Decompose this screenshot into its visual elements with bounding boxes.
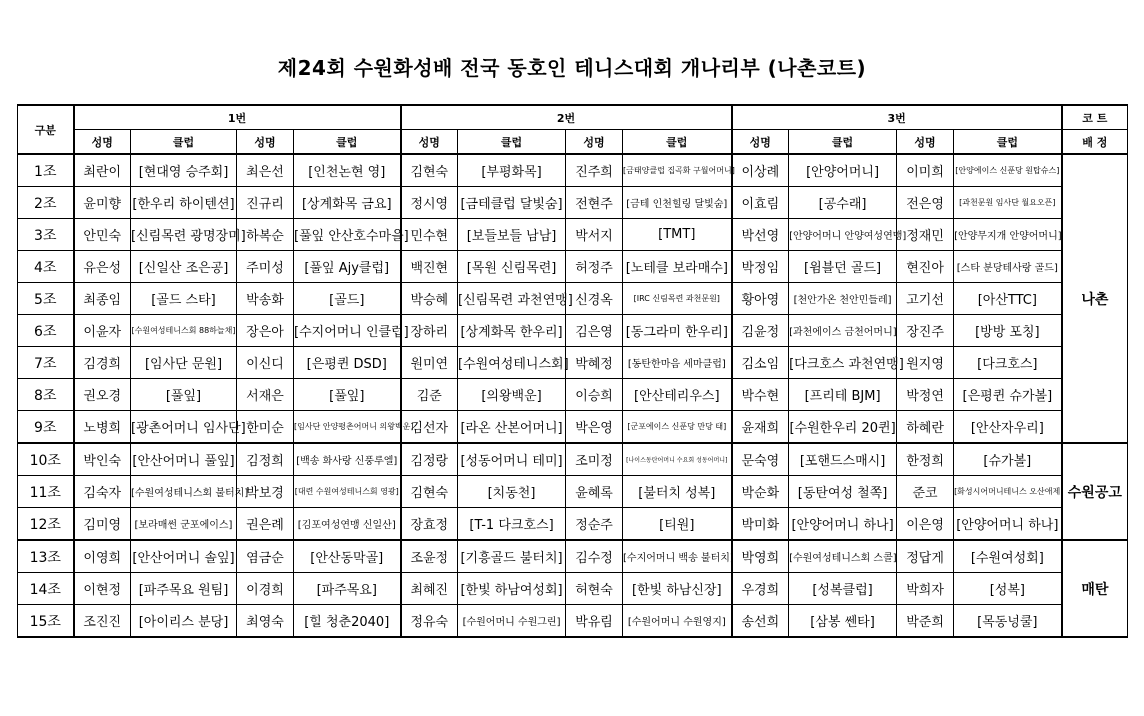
player-name: 최은선 [237, 154, 294, 187]
player-club: [성복클럽] [789, 573, 897, 605]
player-name: 박보경 [237, 476, 294, 508]
player-name: 박송화 [237, 283, 294, 315]
group-row [18, 540, 1128, 573]
group-number: 11조 [18, 476, 74, 508]
player-club: [공수래] [789, 187, 897, 219]
player-club: [수원여성테니스회] [458, 347, 566, 379]
player-name: 원미연 [401, 347, 458, 379]
player-club: [방방 포칭] [954, 315, 1062, 347]
player-name: 장효정 [401, 508, 458, 541]
player-club: [안산동막골] [294, 540, 401, 573]
name-column-header: 성명 [897, 130, 954, 155]
player-name: 박정임 [732, 251, 789, 283]
club-column-header: 클럽 [131, 130, 237, 155]
player-name: 김은영 [566, 315, 623, 347]
player-club: [TMT] [623, 219, 732, 251]
player-club: [안양어머니 하나] [789, 508, 897, 541]
player-club: [보들보들 남남] [458, 219, 566, 251]
player-club: [수원여성테니스회 불터치] [131, 476, 237, 508]
player-club: [힐 청춘2040] [294, 605, 401, 638]
player-name: 한정희 [897, 443, 954, 476]
group-number: 1조 [18, 154, 74, 187]
player-club: [파주목요] [294, 573, 401, 605]
player-club: [과천문원 임사단 월요오픈] [954, 187, 1062, 219]
group-row [18, 154, 1128, 187]
header-row-top [18, 105, 1128, 130]
player-club: [현대영 승주회] [131, 154, 237, 187]
player-name: 윤혜록 [566, 476, 623, 508]
player-club: [안산어머니 풀잎] [131, 443, 237, 476]
player-name: 우경희 [732, 573, 789, 605]
player-club: [풀잎] [294, 379, 401, 411]
player-name: 최영숙 [237, 605, 294, 638]
player-name: 김준 [401, 379, 458, 411]
group-row [18, 411, 1128, 444]
player-club: [수원어머니 수원그린] [458, 605, 566, 638]
group-number: 9조 [18, 411, 74, 444]
player-name: 진주희 [566, 154, 623, 187]
player-club: [아이리스 분당] [131, 605, 237, 638]
player-club: [안양무지개 안양어머니] [954, 219, 1062, 251]
player-name: 장은아 [237, 315, 294, 347]
player-club: [수지어머니 백송 불터치] [623, 540, 732, 573]
player-name: 민수현 [401, 219, 458, 251]
player-name: 이영희 [74, 540, 131, 573]
player-name: 이효림 [732, 187, 789, 219]
player-name: 김소임 [732, 347, 789, 379]
player-club: [수원여성회] [954, 540, 1062, 573]
player-name: 문숙영 [732, 443, 789, 476]
player-name: 노병희 [74, 411, 131, 444]
player-name: 최란이 [74, 154, 131, 187]
player-club: [은평퀸 슈가볼] [954, 379, 1062, 411]
group-number: 3조 [18, 219, 74, 251]
player-name: 박선영 [732, 219, 789, 251]
player-club: [의왕백운] [458, 379, 566, 411]
player-club: [다크호스] [954, 347, 1062, 379]
player-club: [수원한우리 20퀸] [789, 411, 897, 444]
group-row [18, 379, 1128, 411]
player-club: [삼봉 쎈타] [789, 605, 897, 638]
player-name: 정시영 [401, 187, 458, 219]
name-column-header: 성명 [237, 130, 294, 155]
club-column-header: 클럽 [458, 130, 566, 155]
player-name: 전현주 [566, 187, 623, 219]
player-club: [동그라미 한우리] [623, 315, 732, 347]
group-row [18, 347, 1128, 379]
player-club: [동탄한마음 세마클럽] [623, 347, 732, 379]
player-club: [한빛 하남여성회] [458, 573, 566, 605]
player-name: 윤재희 [732, 411, 789, 444]
club-column-header: 클럽 [954, 130, 1062, 155]
player-club: [부평화목] [458, 154, 566, 187]
header-row-sub [18, 130, 1128, 155]
player-name: 허현숙 [566, 573, 623, 605]
player-name: 전은영 [897, 187, 954, 219]
player-name: 박수현 [732, 379, 789, 411]
player-club: [인천논현 영] [294, 154, 401, 187]
player-club: [파주목요 원팀] [131, 573, 237, 605]
player-club: [신림목련 과천연맹] [458, 283, 566, 315]
player-club: [치동천] [458, 476, 566, 508]
player-club: [백송 화사랑 신풍루엘] [294, 443, 401, 476]
player-name: 하복순 [237, 219, 294, 251]
player-club: [포핸드스매시] [789, 443, 897, 476]
player-club: [안양어머니 하나] [954, 508, 1062, 541]
name-column-header: 성명 [401, 130, 458, 155]
court-assignment: 수원공고 [1062, 443, 1128, 540]
group-number: 15조 [18, 605, 74, 638]
player-name: 김숙자 [74, 476, 131, 508]
player-name: 조윤정 [401, 540, 458, 573]
player-club: [풀잎 Ajy클럽] [294, 251, 401, 283]
group-header: 구분 [18, 105, 74, 154]
group-row [18, 443, 1128, 476]
player-name: 현진아 [897, 251, 954, 283]
player-name: 장진주 [897, 315, 954, 347]
player-name: 준코 [897, 476, 954, 508]
player-name: 김윤정 [732, 315, 789, 347]
player-name: 이상례 [732, 154, 789, 187]
player-club: [골드] [294, 283, 401, 315]
player-name: 정유숙 [401, 605, 458, 638]
player-name: 한미순 [237, 411, 294, 444]
player-name: 박유림 [566, 605, 623, 638]
player-name: 이승희 [566, 379, 623, 411]
player-name: 황아영 [732, 283, 789, 315]
player-club: [수원여성테니스회 스콜] [789, 540, 897, 573]
group-row [18, 573, 1128, 605]
player-name: 김미영 [74, 508, 131, 541]
slot-header-2: 2번 [401, 105, 732, 130]
player-name: 이윤자 [74, 315, 131, 347]
player-club: [광촌어머니 임사단] [131, 411, 237, 444]
player-name: 정답게 [897, 540, 954, 573]
player-club: [한우리 하이텐션] [131, 187, 237, 219]
player-name: 주미성 [237, 251, 294, 283]
player-name: 박인숙 [74, 443, 131, 476]
player-name: 김수정 [566, 540, 623, 573]
player-name: 박영희 [732, 540, 789, 573]
club-column-header: 클럽 [294, 130, 401, 155]
player-name: 박미화 [732, 508, 789, 541]
group-number: 10조 [18, 443, 74, 476]
player-club: [과천에이스 금천어머니] [789, 315, 897, 347]
club-column-header: 클럽 [623, 130, 732, 155]
player-club: [T-1 다크호스] [458, 508, 566, 541]
player-club: [풀잎] [131, 379, 237, 411]
group-number: 4조 [18, 251, 74, 283]
player-club: [풀잎 안산호수마을] [294, 219, 401, 251]
player-name: 박준희 [897, 605, 954, 638]
group-number: 5조 [18, 283, 74, 315]
player-club: [대련 수원여성테니스회 영광] [294, 476, 401, 508]
player-name: 정순주 [566, 508, 623, 541]
player-club: [천안가온 천안민들레] [789, 283, 897, 315]
player-club: [성복] [954, 573, 1062, 605]
player-club: [불터치 성복] [623, 476, 732, 508]
player-club: [목동넝쿨] [954, 605, 1062, 638]
player-name: 윤미향 [74, 187, 131, 219]
player-club: [금테클럽 달빛숨] [458, 187, 566, 219]
player-name: 정재민 [897, 219, 954, 251]
player-name: 권오경 [74, 379, 131, 411]
group-row [18, 283, 1128, 315]
draw-table [17, 104, 1128, 638]
player-name: 김정랑 [401, 443, 458, 476]
player-club: [슈가볼] [954, 443, 1062, 476]
player-club: [안산테리우스] [623, 379, 732, 411]
player-club: [금태양클럽 집곡화 구월어머니] [623, 154, 732, 187]
player-club: [나이스동탄어머니 수요회 성동어머니] [623, 443, 732, 476]
player-club: [수원어머니 수원영지] [623, 605, 732, 638]
player-club: [윔블던 골드] [789, 251, 897, 283]
player-name: 서재은 [237, 379, 294, 411]
player-club: [목원 신림목련] [458, 251, 566, 283]
group-row [18, 605, 1128, 638]
player-name: 이경희 [237, 573, 294, 605]
player-name: 박희자 [897, 573, 954, 605]
player-club: [상계화목 한우리] [458, 315, 566, 347]
player-name: 박정연 [897, 379, 954, 411]
player-club: [임사단 안양평촌어머니 의왕백운] [294, 411, 401, 444]
player-club: [안양어머니 안양여성연맹] [789, 219, 897, 251]
player-name: 진규리 [237, 187, 294, 219]
group-number: 2조 [18, 187, 74, 219]
group-number: 6조 [18, 315, 74, 347]
player-name: 박서지 [566, 219, 623, 251]
slot-header-1: 1번 [74, 105, 401, 130]
court-header-bottom: 배 정 [1062, 130, 1128, 155]
player-club: [안산자우리] [954, 411, 1062, 444]
player-name: 김선자 [401, 411, 458, 444]
group-row [18, 476, 1128, 508]
player-name: 조진진 [74, 605, 131, 638]
player-name: 염금순 [237, 540, 294, 573]
player-name: 하혜란 [897, 411, 954, 444]
player-name: 이미희 [897, 154, 954, 187]
court-assignment: 나촌 [1062, 154, 1128, 443]
name-column-header: 성명 [732, 130, 789, 155]
player-name: 이은영 [897, 508, 954, 541]
player-club: [보라매썬 군포에이스] [131, 508, 237, 541]
player-name: 김현숙 [401, 476, 458, 508]
player-name: 권은례 [237, 508, 294, 541]
player-club: [안양어머니] [789, 154, 897, 187]
player-name: 이신디 [237, 347, 294, 379]
player-name: 이현정 [74, 573, 131, 605]
player-club: [신림목련 광명장미] [131, 219, 237, 251]
group-row [18, 187, 1128, 219]
player-club: [화성시어머니테니스 오산애제] [954, 476, 1062, 508]
player-name: 김현숙 [401, 154, 458, 187]
player-club: [한빛 하남신장] [623, 573, 732, 605]
player-name: 유은성 [74, 251, 131, 283]
group-number: 12조 [18, 508, 74, 541]
player-name: 안민숙 [74, 219, 131, 251]
player-club: [스타 분당테사랑 골드] [954, 251, 1062, 283]
player-club: [동탄여성 철쪽] [789, 476, 897, 508]
player-name: 박혜정 [566, 347, 623, 379]
club-column-header: 클럽 [789, 130, 897, 155]
player-name: 고기선 [897, 283, 954, 315]
player-name: 박순화 [732, 476, 789, 508]
group-row [18, 508, 1128, 541]
player-club: [IRC 신림목련 과천문원] [623, 283, 732, 315]
player-name: 김정희 [237, 443, 294, 476]
court-assignment: 매탄 [1062, 540, 1128, 637]
player-club: [골드 스타] [131, 283, 237, 315]
player-club: [프리테 BJM] [789, 379, 897, 411]
group-number: 8조 [18, 379, 74, 411]
player-club: [임사단 문원] [131, 347, 237, 379]
group-row [18, 251, 1128, 283]
page-title: 제24회 수원화성배 전국 동호인 테니스대회 개나리부 (나촌코트) [277, 56, 867, 80]
player-club: [안산어머니 솔잎] [131, 540, 237, 573]
group-row [18, 219, 1128, 251]
name-column-header: 성명 [566, 130, 623, 155]
player-club: [상계화목 금요] [294, 187, 401, 219]
player-club: [성동어머니 테미] [458, 443, 566, 476]
player-club: [수원여성테니스회 88하늘채] [131, 315, 237, 347]
player-name: 백진현 [401, 251, 458, 283]
slot-header-3: 3번 [732, 105, 1062, 130]
player-club: [은평퀸 DSD] [294, 347, 401, 379]
group-number: 14조 [18, 573, 74, 605]
player-name: 허정주 [566, 251, 623, 283]
player-name: 최종임 [74, 283, 131, 315]
player-club: [안양에이스 신푼당 원탑슈스] [954, 154, 1062, 187]
player-name: 박승혜 [401, 283, 458, 315]
player-name: 장하리 [401, 315, 458, 347]
player-name: 박은영 [566, 411, 623, 444]
player-club: [기흥골드 불터치] [458, 540, 566, 573]
player-club: [아산TTC] [954, 283, 1062, 315]
player-club: [라온 산본어머니] [458, 411, 566, 444]
player-name: 조미정 [566, 443, 623, 476]
player-club: [노테클 보라매수] [623, 251, 732, 283]
name-column-header: 성명 [74, 130, 131, 155]
player-club: [금테 인천힐링 달빛숨] [623, 187, 732, 219]
player-club: [티원] [623, 508, 732, 541]
player-club: [수지어머니 인클럽] [294, 315, 401, 347]
group-row [18, 315, 1128, 347]
group-number: 7조 [18, 347, 74, 379]
player-club: [김포여성연맹 신일산] [294, 508, 401, 541]
player-name: 신경옥 [566, 283, 623, 315]
group-number: 13조 [18, 540, 74, 573]
player-name: 송선희 [732, 605, 789, 638]
player-name: 원지영 [897, 347, 954, 379]
player-club: [신일산 조은공] [131, 251, 237, 283]
player-name: 최혜진 [401, 573, 458, 605]
player-club: [군포에이스 신푼당 만당 태] [623, 411, 732, 444]
player-club: [다크호스 과천연맹] [789, 347, 897, 379]
court-header-top: 코 트 [1062, 105, 1128, 130]
player-name: 김경희 [74, 347, 131, 379]
